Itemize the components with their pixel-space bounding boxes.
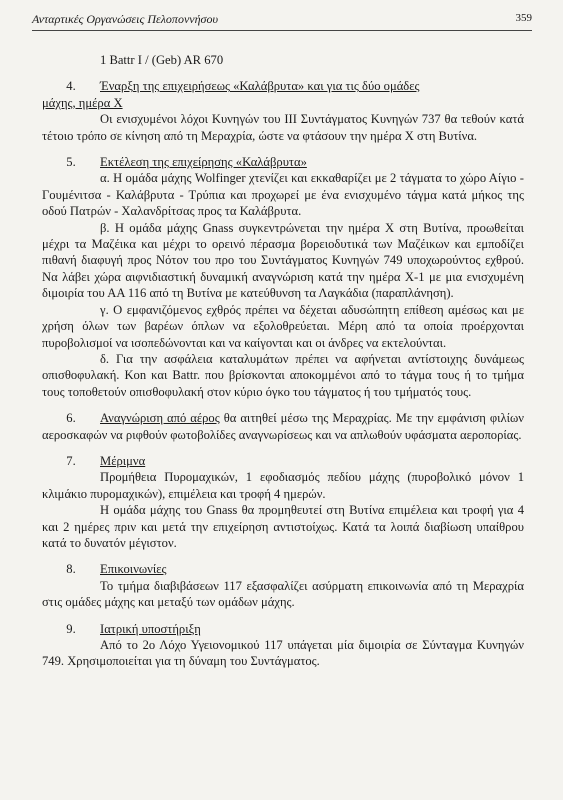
section-5-title: Εκτέλεση της επιχείρησης «Καλάβρυτα» bbox=[100, 155, 307, 170]
section-9 bbox=[42, 621, 524, 670]
section-5-item-b: β. Η ομάδα μάχης Gnass συγκεντρώνεται την ημέρα Χ στη Βυτίνα, προωθείται μέχρι τα Μαζέικα και μέχρι το ορεινό πέρασμα βορειοδυτικά των Μαζέικων και εμποδίζει πιθανή διαφυγή προς Νότον του προ του Συντάγματος Κυνηγών 749 υποχωρούντος εχθρού. Να λάβει χώρα αιφνιδιαστική δυναμική αναγνώριση κατά την ημέρα Χ-1 με μια ενισχυμένη διμοιρία του ΑΑ 116 από τη Βυτίνα με κατεύθυνση τα Λαγκάδια (παραπλάνηση). bbox=[42, 220, 524, 301]
section-5-heading bbox=[42, 154, 524, 170]
section-6-text: θα αιτηθεί μέσω της Μεραχρίας. Με την εμφάνιση φιλίων αεροσκαφών να ριφθούν φωτοβολίδες αναγνωρίσεως και να απλωθούν υφάσματα αεροπορίας. bbox=[42, 411, 524, 442]
section-5 bbox=[42, 154, 524, 400]
section-9-paragraph: Από το 2ο Λόχο Υγειονομικού 117 υπάγεται μία διμοιρία σε Σύνταγμα Κυνηγών 749. Χρησιμοποιείται για τη δύναμη του Συντάγματος. bbox=[42, 638, 524, 669]
running-header bbox=[32, 12, 532, 31]
section-7-title: Μέριμνα bbox=[100, 453, 146, 468]
section-5-item-c: γ. Ο εμφανιζόμενος εχθρός πρέπει να δέχεται αδυσώπητη επίθεση αμέσως και με χρήση όλων των βαρέων όπλων να εξολοθρεύεται. Μέρη από τα οποία προέρχονται πυροβολισμοί να ισοπεδώνονται και να καίγονται και οι άνδρες να εκτελούνται. bbox=[42, 302, 524, 350]
document-body bbox=[42, 52, 524, 670]
section-6-title: Αναγνώριση από αέρος bbox=[100, 411, 220, 426]
section-8-title: Επικοινωνίες bbox=[100, 562, 167, 577]
section-number: 7. bbox=[66, 453, 76, 468]
section-number: 9. bbox=[66, 621, 76, 636]
battery-line: 1 Battr I / (Geb) AR 670 bbox=[100, 53, 224, 67]
section-number: 6. bbox=[66, 411, 76, 426]
section-number: 5. bbox=[66, 155, 76, 170]
section-number: 8. bbox=[66, 562, 76, 577]
section-9-heading bbox=[42, 621, 524, 637]
section-7-paragraph-1: Προμήθεια Πυρομαχικών, 1 εφοδιασμός πεδίου μάχης (πυροβολικό μόνον 1 κλιμάκιο πυρομαχικών), επιμέλεια και τροφή 4 ημερών. bbox=[42, 470, 524, 501]
section-number: 4. bbox=[66, 79, 76, 94]
section-4-paragraph: Οι ενισχυμένοι λόχοι Κυνηγών του ΙΙΙ Συντάγματος Κυνηγών 737 θα τεθούν κατά τέτοιο τρόπο σε κίνηση από τη Μεραχρία, ώστε να φτάσουν την ημέρα Χ στη Βυτίνα. bbox=[42, 112, 524, 143]
section-8 bbox=[42, 561, 524, 610]
section-7-heading bbox=[42, 453, 524, 469]
section-6 bbox=[42, 410, 524, 443]
section-7 bbox=[42, 453, 524, 551]
section-9-title: Ιατρική υποστήριξη bbox=[100, 621, 201, 636]
section-8-heading bbox=[42, 561, 524, 577]
section-5-item-d: δ. Για την ασφάλεια καταλυμάτων πρέπει να αφήνεται αντίστοιχης δυνάμεως οπισθοφυλακή. Kon και Battr. που βρίσκονται αποκομμένοι από το τάγμα τους ή το τμήμα τους τοποθετούν οπισθοφυλακή στον κύριο όγκο του τάγματος ή του τμήματός τους. bbox=[42, 351, 524, 399]
section-8-paragraph: Το τμήμα διαβιβάσεων 117 εξασφαλίζει ασύρματη επικοινωνία από τη Μεραχρία στις ομάδες μάχης και μεταξύ των ομάδων μάχης. bbox=[42, 578, 524, 610]
section-7-paragraph-2: Η ομάδα μάχης του Gnass θα προμηθευτεί στη Βυτίνα επιμέλεια και τροφή για 4 και 2 ημέρες πριν και μετά την επιχείρηση αντιστοίχως. Κατά τα λοιπά διαβίωση υπαίθρου κατά το δυνατόν μέγιστον. bbox=[42, 503, 524, 550]
section-4-title-b: μάχης, ημέρα Χ bbox=[42, 95, 123, 110]
section-6-paragraph bbox=[42, 410, 524, 443]
section-4-title-a: Έναρξη της επιχειρήσεως «Καλάβρυτα» και για τις δύο ομάδες bbox=[100, 79, 420, 94]
section-4 bbox=[42, 78, 524, 144]
header-title: Ανταρτικές Οργανώσεις Πελοποννήσου bbox=[32, 12, 218, 26]
section-5-item-a: α. Η ομάδα μάχης Wolfinger χτενίζει και εκκαθαρίζει με 2 τάγματα το χώρο Αίγιο - Γουμένιτσα - Καλάβρυτα - Τρύπια και προχωρεί με ένα ενισχυμένο τάγμα κατά μήκος της οδού Πατρών - Χαλανδρίτσας προς τα Καλάβρυτα. bbox=[42, 171, 524, 219]
page-number: 359 bbox=[515, 12, 532, 24]
section-4-heading bbox=[42, 78, 524, 94]
